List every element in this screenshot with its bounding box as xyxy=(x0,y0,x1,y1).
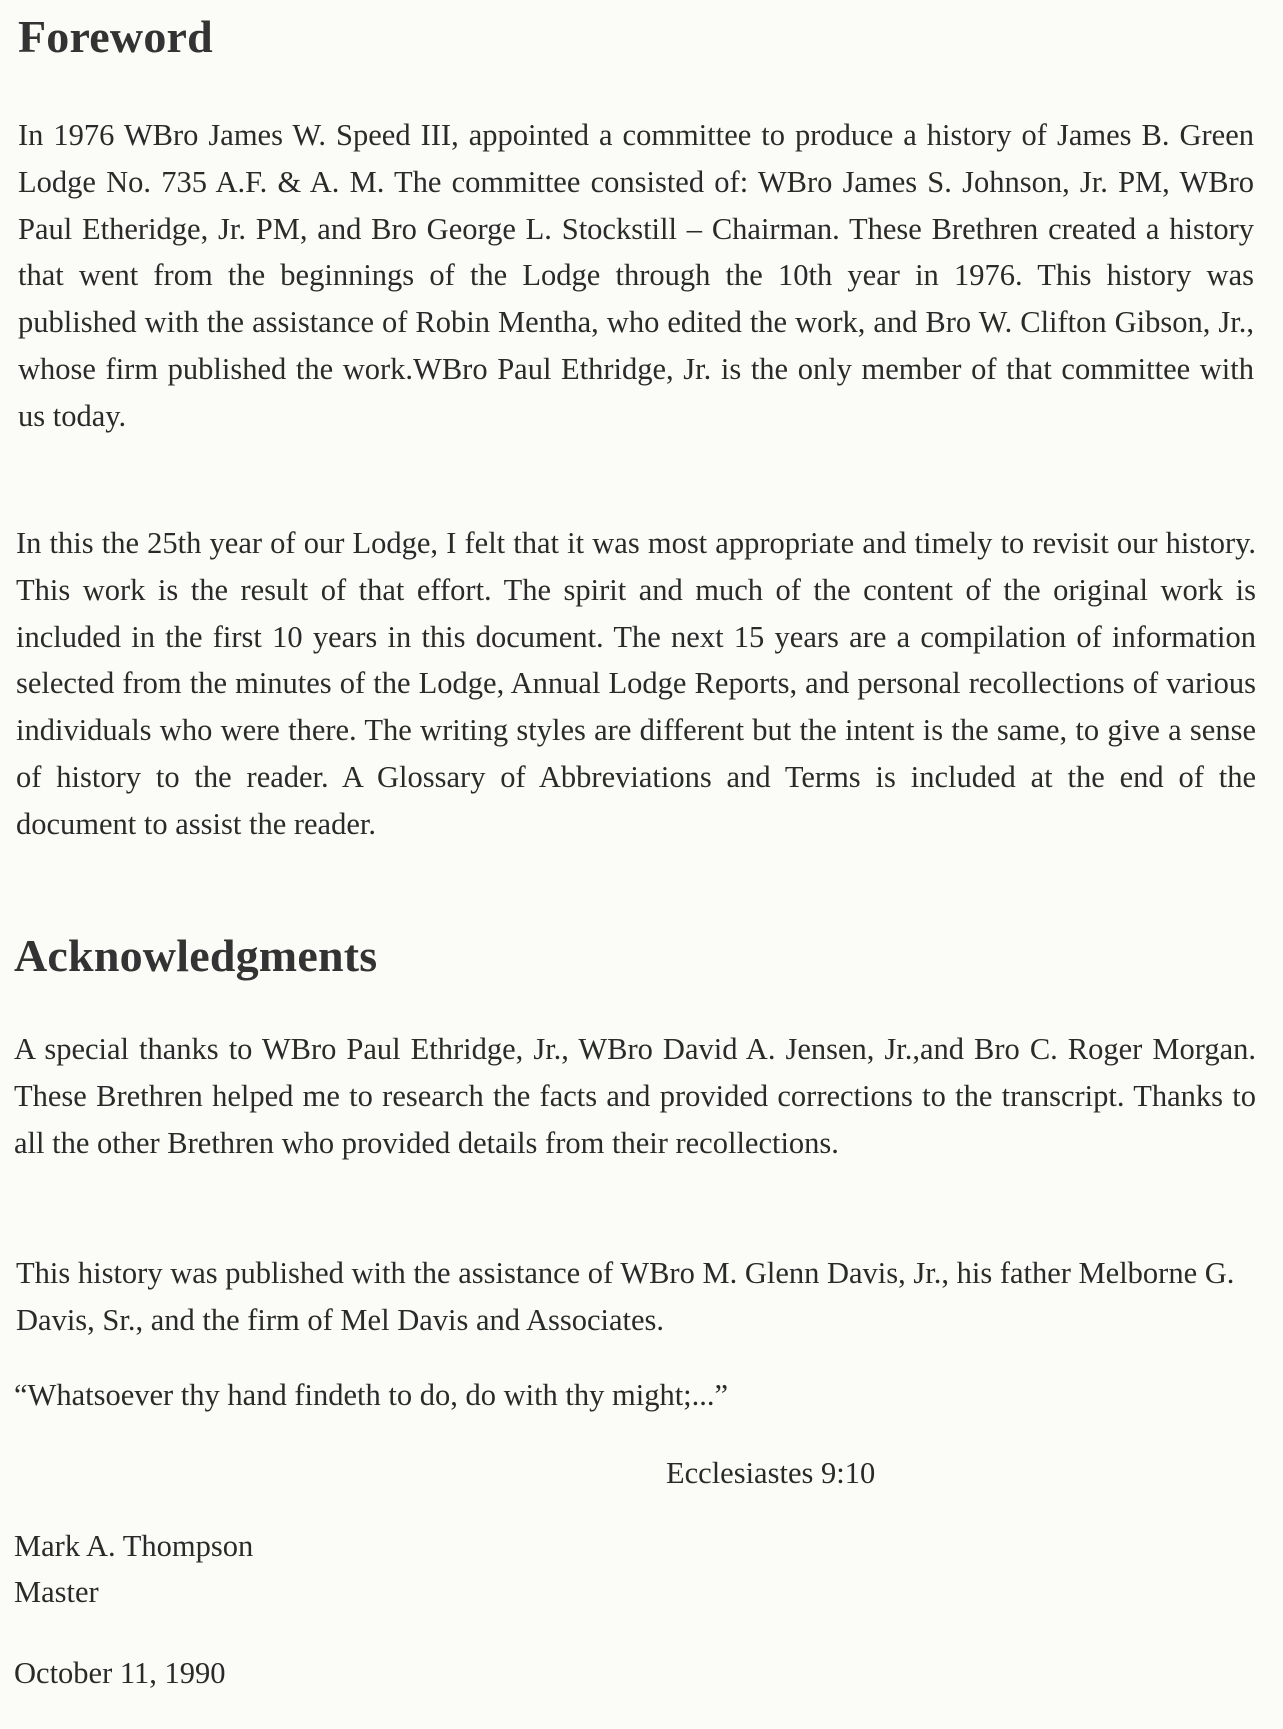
scripture-quote: “Whatsoever thy hand findeth to do, do with thy might;...” xyxy=(14,1378,729,1412)
signature-date: October 11, 1990 xyxy=(14,1656,226,1690)
acknowledgments-heading: Acknowledgments xyxy=(14,930,378,981)
signer-title: Master xyxy=(14,1575,99,1609)
signer-name: Mark A. Thompson xyxy=(14,1529,254,1563)
acknowledgments-paragraph-1: A special thanks to WBro Paul Ethridge, Jr., WBro David A. Jensen, Jr.,and Bro C. Roger Morgan. These Brethren helped me to research the facts and provided corrections to the transcript. Thanks to all the other Brethren who provided details from their recollections. xyxy=(14,1032,1256,1160)
foreword-paragraph-1: In 1976 WBro James W. Speed III, appointed a committee to produce a history of James B. Green Lodge No. 735 A.F. & A. M. The committee consisted of: WBro James S. Johnson, Jr. PM, WBro Paul Etheridge, Jr. PM, and Bro George L. Stockstill – Chairman. These Brethren created a history that went from the beginnings of the Lodge through the 10th year in 1976. This history was published with the assistance of Robin Mentha, who edited the work, and Bro W. Clifton Gibson, Jr., whose firm published the work.WBro Paul Ethridge, Jr. is the only member of that committee with us today. xyxy=(18,118,1254,433)
foreword-paragraph-2: In this the 25th year of our Lodge, I felt that it was most appropriate and timely to revisit our history. This work is the result of that effort. The spirit and much of the content of the original work is included in the first 10 years in this document. The next 15 years are a compilation of information selected from the minutes of the Lodge, Annual Lodge Reports, and personal recollections of various individuals who were there. The writing styles are different but the intent is the same, to give a sense of history to the reader. A Glossary of Abbreviations and Terms is included at the end of the document to assist the reader. xyxy=(16,526,1256,841)
scripture-citation: Ecclesiastes 9:10 xyxy=(666,1456,876,1490)
foreword-heading: Foreword xyxy=(18,11,213,62)
acknowledgments-paragraph-2: This history was published with the assistance of WBro M. Glenn Davis, Jr., his father Melborne G. Davis, Sr., and the firm of Mel Davis and Associates. xyxy=(16,1256,1235,1337)
